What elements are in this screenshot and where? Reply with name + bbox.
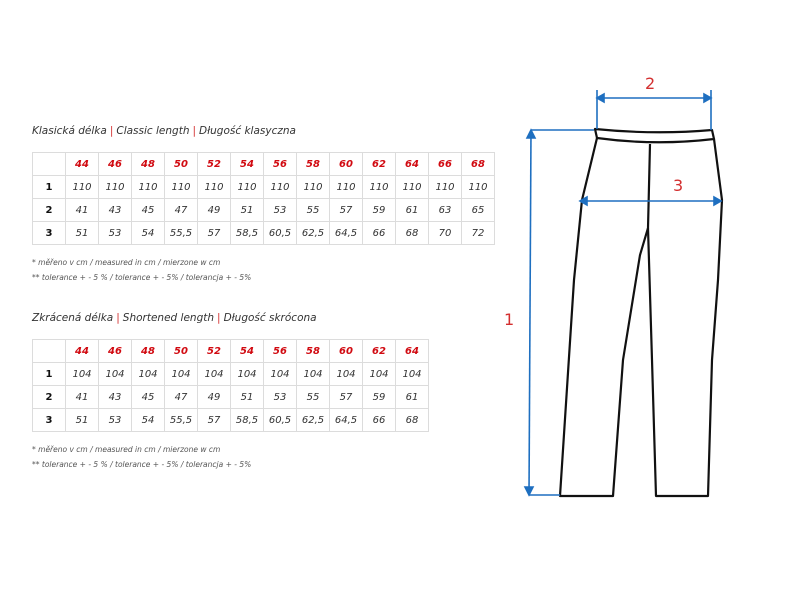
measurement-cell: 59 [363, 199, 396, 222]
measurement-cell: 66 [363, 222, 396, 245]
measurement-cell: 65 [462, 199, 495, 222]
table-row [33, 409, 429, 432]
table-row [33, 363, 429, 386]
measurement-cell: 104 [132, 363, 165, 386]
size-header-cell: 56 [264, 340, 297, 363]
size-header-cell: 46 [99, 340, 132, 363]
shortened-size-table [32, 339, 429, 432]
measurement-cell: 110 [297, 176, 330, 199]
measurement-label: 2 [33, 386, 66, 409]
measurement-cell: 58,5 [231, 222, 264, 245]
size-header-cell: 52 [198, 153, 231, 176]
size-header-cell: 44 [66, 153, 99, 176]
title-cs: Klasická délka [32, 125, 107, 137]
measurement-cell: 51 [231, 199, 264, 222]
measurement-cell: 104 [99, 363, 132, 386]
shortened-length-title [32, 312, 317, 324]
title-en: Shortened length [122, 312, 215, 324]
corner-cell [33, 153, 66, 176]
classic-length-title [32, 125, 296, 137]
measurement-cell: 55 [297, 386, 330, 409]
size-header-cell: 60 [330, 153, 363, 176]
size-header-cell: 68 [462, 153, 495, 176]
measurement-cell: 110 [231, 176, 264, 199]
measurement-cell: 104 [264, 363, 297, 386]
separator: | [217, 312, 221, 324]
classic-size-table [32, 152, 495, 245]
size-header-cell: 64 [396, 340, 429, 363]
title-pl: Długość skrócona [223, 312, 317, 324]
trousers-measurement-diagram [490, 60, 750, 510]
shortened-note-measured: * měřeno v cm / measured in cm / mierzone w cm [32, 445, 221, 454]
measurement-cell: 49 [198, 386, 231, 409]
measurement-label: 1 [33, 176, 66, 199]
size-header-cell: 50 [165, 340, 198, 363]
measurement-cell: 110 [198, 176, 231, 199]
measurement-cell: 110 [165, 176, 198, 199]
measurement-cell: 104 [198, 363, 231, 386]
measurement-cell: 53 [99, 222, 132, 245]
size-header-cell: 66 [429, 153, 462, 176]
size-header-cell: 48 [132, 153, 165, 176]
measurement-cell: 57 [330, 386, 363, 409]
size-header-row [33, 340, 429, 363]
separator: | [116, 312, 120, 324]
table-row [33, 176, 495, 199]
size-header-cell: 44 [66, 340, 99, 363]
measurement-cell: 62,5 [297, 222, 330, 245]
measurement-cell: 58,5 [231, 409, 264, 432]
classic-note-measured: * měřeno v cm / measured in cm / mierzone w cm [32, 258, 221, 267]
measurement-cell: 57 [198, 222, 231, 245]
measurement-cell: 104 [66, 363, 99, 386]
measurement-cell: 41 [66, 386, 99, 409]
measurement-cell: 57 [330, 199, 363, 222]
measurement-label: 1 [33, 363, 66, 386]
corner-cell [33, 340, 66, 363]
measurement-cell: 55 [297, 199, 330, 222]
table-row [33, 222, 495, 245]
measurement-cell: 64,5 [330, 409, 363, 432]
measurement-cell: 54 [132, 409, 165, 432]
size-header-cell: 48 [132, 340, 165, 363]
measurement-cell: 45 [132, 386, 165, 409]
measurement-cell: 60,5 [264, 222, 297, 245]
measurement-cell: 104 [231, 363, 264, 386]
size-header-cell: 46 [99, 153, 132, 176]
dimension-label-length: 1 [504, 310, 515, 329]
separator: | [109, 125, 114, 137]
measurement-cell: 55,5 [165, 222, 198, 245]
measurement-cell: 72 [462, 222, 495, 245]
size-header-cell: 58 [297, 340, 330, 363]
measurement-cell: 110 [363, 176, 396, 199]
measurement-cell: 104 [330, 363, 363, 386]
measurement-cell: 54 [132, 222, 165, 245]
measurement-cell: 110 [99, 176, 132, 199]
classic-note-tolerance: ** tolerance + - 5 % / tolerance + - 5% / tolerancja + - 5% [32, 273, 252, 282]
title-cs: Zkrácená délka [32, 312, 114, 324]
measurement-cell: 64,5 [330, 222, 363, 245]
measurement-cell: 63 [429, 199, 462, 222]
table-row [33, 199, 495, 222]
size-header-cell: 52 [198, 340, 231, 363]
title-pl: Długość klasyczna [199, 125, 296, 137]
measurement-cell: 49 [198, 199, 231, 222]
shortened-note-tolerance: ** tolerance + - 5 % / tolerance + - 5% / tolerancja + - 5% [32, 460, 252, 469]
measurement-cell: 70 [429, 222, 462, 245]
dimension-label-waist: 2 [645, 74, 656, 93]
measurement-cell: 53 [264, 386, 297, 409]
measurement-cell: 60,5 [264, 409, 297, 432]
measurement-cell: 68 [396, 222, 429, 245]
measurement-cell: 53 [264, 199, 297, 222]
measurement-cell: 41 [66, 199, 99, 222]
measurement-cell: 104 [165, 363, 198, 386]
measurement-cell: 110 [396, 176, 429, 199]
measurement-cell: 110 [264, 176, 297, 199]
measurement-cell: 45 [132, 199, 165, 222]
measurement-cell: 110 [330, 176, 363, 199]
measurement-cell: 57 [198, 409, 231, 432]
title-en: Classic length [116, 125, 190, 137]
size-header-cell: 58 [297, 153, 330, 176]
separator: | [192, 125, 197, 137]
size-header-cell: 62 [363, 153, 396, 176]
measurement-cell: 55,5 [165, 409, 198, 432]
trousers-outline-icon [490, 60, 750, 510]
measurement-cell: 51 [66, 409, 99, 432]
measurement-cell: 68 [396, 409, 429, 432]
measurement-cell: 47 [165, 199, 198, 222]
measurement-cell: 53 [99, 409, 132, 432]
size-header-row [33, 153, 495, 176]
size-header-cell: 62 [363, 340, 396, 363]
size-header-cell: 54 [231, 340, 264, 363]
measurement-cell: 62,5 [297, 409, 330, 432]
measurement-cell: 59 [363, 386, 396, 409]
size-header-cell: 60 [330, 340, 363, 363]
size-header-cell: 50 [165, 153, 198, 176]
measurement-label: 2 [33, 199, 66, 222]
measurement-cell: 43 [99, 199, 132, 222]
measurement-cell: 104 [396, 363, 429, 386]
measurement-cell: 47 [165, 386, 198, 409]
measurement-cell: 110 [132, 176, 165, 199]
size-header-cell: 54 [231, 153, 264, 176]
measurement-cell: 110 [462, 176, 495, 199]
measurement-label: 3 [33, 222, 66, 245]
measurement-cell: 104 [297, 363, 330, 386]
measurement-label: 3 [33, 409, 66, 432]
measurement-cell: 61 [396, 386, 429, 409]
measurement-cell: 104 [363, 363, 396, 386]
table-row [33, 386, 429, 409]
measurement-cell: 110 [429, 176, 462, 199]
size-header-cell: 64 [396, 153, 429, 176]
measurement-cell: 51 [231, 386, 264, 409]
measurement-cell: 61 [396, 199, 429, 222]
size-header-cell: 56 [264, 153, 297, 176]
measurement-cell: 66 [363, 409, 396, 432]
measurement-cell: 110 [66, 176, 99, 199]
measurement-cell: 51 [66, 222, 99, 245]
measurement-cell: 43 [99, 386, 132, 409]
dimension-label-hip: 3 [673, 176, 684, 195]
